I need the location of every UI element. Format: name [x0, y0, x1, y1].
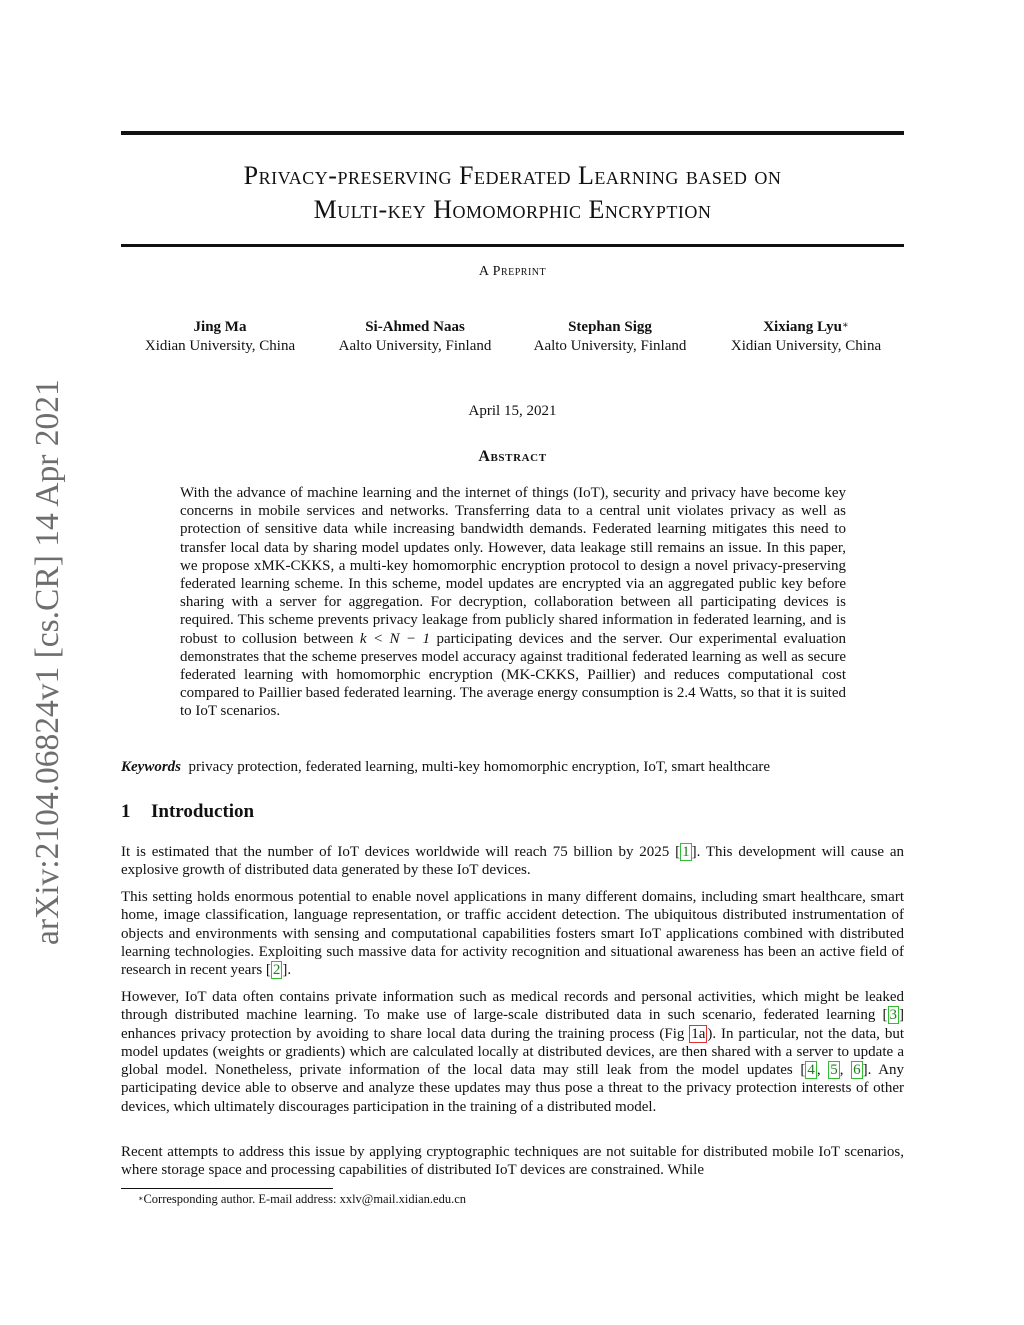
- abstract-text-part: With the advance of machine learning and the internet of things (IoT), security and privacy have become key concerns in mobile services and networks. Transferring data to a central unit violates privacy as well as protection of sensitive data while increasing bandwidth demands. Federated learning mitigates this need to transfer local data by sharing model updates only. However, data leakage still remains an issue. In this paper, we propose xMK-CKKS, a multi-key homomorphic encryption protocol to design a novel privacy-preserving federated learning scheme. In this scheme, model updates are encrypted via an aggregated public key before sharing with a server for aggregation. For decryption, collaboration between all participating devices is required. This scheme prevents privacy leakage from publicly shared information in federated learning, and is robust to collusion between: [180, 485, 846, 647]
- text-run: This setting holds enormous potential to enable novel applications in many different domains, including smart healthcare, smart home, image classification, language representation, or traffic accident detection. The ubiquitous distributed instrumentation of objects and environments with sensing and computational capabilities fosters smart IoT applications combined with distributed learning technologies. Exploiting such massive data for activity recognition and situational awareness has been an active field of research in recent years [: [121, 889, 904, 979]
- author-affiliation: Xidian University, China: [730, 338, 882, 354]
- footnote-text: Corresponding author. E-mail address: xxlv@mail.xidian.edu.cn: [143, 1192, 466, 1206]
- text-run: It is estimated that the number of IoT devices worldwide will reach 75 billion by 2025 [: [121, 844, 681, 860]
- paragraph: [121, 888, 904, 979]
- author: [122, 318, 318, 356]
- text-run: ]. Any participating device able to observe and analyze these updates may thus pose a threat to the privacy protection interests of other devices, which ultimately discourages participation in the training of a distributed model.: [121, 1062, 905, 1115]
- paragraph: [121, 988, 904, 1116]
- author-name: Jing Ma: [193, 319, 247, 335]
- text-run: ]. This development will cause an explosive growth of distributed data generated by these IoT devices.: [121, 844, 904, 879]
- author-name: Xixiang Lyu: [763, 319, 842, 335]
- author: [708, 318, 904, 356]
- footnote: [138, 1191, 466, 1207]
- arxiv-identifier-stamp: arXiv:2104.06824v1 [cs.CR] 14 Apr 2021: [29, 379, 66, 945]
- citation-link[interactable]: 1: [682, 844, 690, 860]
- citation-link[interactable]: 5: [830, 1062, 838, 1079]
- paragraph: [121, 843, 904, 880]
- abstract-heading: Abstract: [478, 448, 547, 465]
- text-run: However, IoT data often contains private information such as medical records and personal activities, which might be leaked through distributed machine learning. To make use of large-scale distributed data in such scenario, federated learning [: [121, 989, 904, 1024]
- author-name: Stephan Sigg: [568, 319, 652, 335]
- footnote-marker: ∗: [138, 1194, 144, 1203]
- text-run: ,: [816, 1062, 829, 1079]
- citation-link[interactable]: 3: [889, 1007, 897, 1024]
- author-affiliation: Aalto University, Finland: [338, 338, 492, 354]
- publication-date: April 15, 2021: [468, 403, 557, 419]
- figure-reference-link[interactable]: 1a: [691, 1025, 706, 1042]
- keywords-text: privacy protection, federated learning, multi-key homomorphic encryption, IoT, smart healthcare: [188, 759, 771, 775]
- section-title: Introduction: [151, 801, 255, 822]
- section-number: 1: [121, 801, 131, 822]
- abstract-text-part: participating devices and the server. Our experimental evaluation demonstrates that the scheme preserves model accuracy against traditional federated learning as well as secure federated learning with homomorphic encryption (MK-CKKS, Paillier) and reduces computational cost compared to Paillier based federated learning. The average energy consumption is 2.4 Watts, so that it is suited to IoT scenarios.: [180, 630, 846, 720]
- citation-link[interactable]: 6: [853, 1062, 861, 1079]
- text-run: ). In particular, not the data, but model updates (weights or gradients) which are calculated locally at distributed devices, are then shared with a server to update a global model. Nonetheless, private information of the local data may still leak from the model updates [: [121, 1025, 904, 1079]
- section-heading: [121, 801, 254, 823]
- text-run: ,: [839, 1062, 852, 1079]
- paragraph: Recent attempts to address this issue by applying cryptographic techniques are not suitable for distributed mobile IoT scenarios, where storage space and processing capabilities of distributed IoT devices are constrained. While: [121, 1144, 904, 1179]
- keywords-label: Keywords: [121, 759, 181, 775]
- title-bottom-rule: [121, 244, 904, 247]
- author-block: [120, 318, 904, 362]
- author-affiliation: Aalto University, Finland: [533, 338, 687, 354]
- citation-link[interactable]: 4: [807, 1062, 815, 1079]
- author-name: Si-Ahmed Naas: [365, 319, 465, 335]
- paper-title-line-2: Multi-key Homomorphic Encryption: [313, 195, 712, 224]
- footnote-rule: [121, 1188, 333, 1189]
- text-run: ].: [282, 962, 292, 979]
- author-affiliation: Xidian University, China: [144, 338, 296, 354]
- corresponding-author-marker: ∗: [841, 320, 849, 331]
- citation-link[interactable]: 2: [272, 962, 281, 979]
- abstract-math-expression: k < N − 1: [359, 630, 431, 647]
- title-top-rule: [121, 131, 904, 135]
- author: [512, 318, 708, 356]
- text-run: ] enhances privacy protection by avoiding to share local data during the training process (Fig: [121, 1007, 904, 1042]
- preprint-label: A Preprint: [478, 264, 547, 279]
- abstract-text: [180, 484, 846, 721]
- author: [317, 318, 513, 356]
- keywords-line: [121, 758, 904, 776]
- paper-title-line-1: Privacy-preserving Federated Learning based on: [243, 161, 782, 190]
